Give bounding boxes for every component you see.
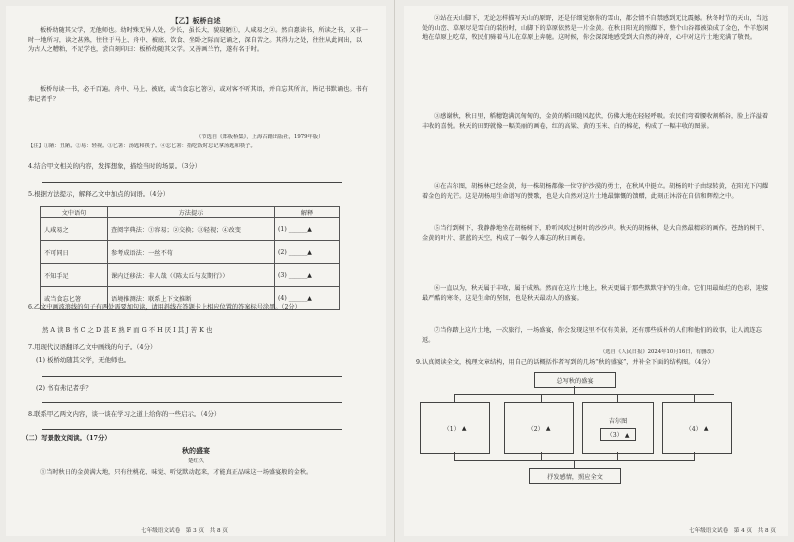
answer-number: (4) [278,294,287,302]
diagram-top-box: 总写秋的盛宴 [534,372,616,388]
essay-author: 楚红久 [188,458,204,464]
row-hint: 课内迁移法：非人哉（《陈太丘与友期行》） [108,264,275,287]
question-6: 6.乙文中画波浪线的句子有两处需要加句读，请用斜线在答题卡上相应位置的答案标号涂黑。（2分） [28,304,301,311]
answer-number: (2) [278,248,287,256]
diagram-box-3-inner [600,428,637,441]
header-phrase: 文中语句 [41,207,108,218]
answer-number: (1) [278,225,287,233]
row-phrase: 不可同日 [41,241,108,264]
page-divider [394,0,395,542]
essay-paragraph-5: ⑤当行到树下，我静静地坐在胡杨树下，聆听风吹过树叶的沙沙声。秋天的胡杨林，是大自然最精彩的画作。苍劲的树干、金黄的叶片、湛蓝的天空，构成了一幅令人难忘的秋日画卷。 [422,225,769,242]
table-header-row [41,207,340,218]
diagram-box-2-label: （2） [527,425,544,433]
row-phrase: 或当食忘匕箸 [41,287,108,310]
annotation-notes: 【注】①陋：丑陋。②易：轻视。③匕箸：汤匙和筷子。④忘匕箸：指吃饭时忘记拿汤匙和筷子。 [28,143,256,149]
diagram-box-1[interactable] [420,402,490,454]
translate-sentence-2: (2) 书有弗记者乎？ [36,384,92,392]
essay-source: （选自《人民日报》2024年10月16日，有删改） [600,349,718,355]
section-2-heading: （二）写景散文阅读。（17分） [22,434,111,442]
diagram-connector [454,394,455,402]
diagram-box-1-label: （1） [443,425,460,433]
question-5: 5.根据方法提示，解释乙文中加点的词语。（4分） [28,190,170,198]
row-hint: 参考成语法：一丝不苟 [108,241,275,264]
table-row [41,264,340,287]
row-hint: 语境推测法：联系上下文推断 [108,287,275,310]
essay-paragraph-1: ①当时秋日的金黄满大地，只有往桃花、味觉、听觉默动起来，才能真正品味这一场盛宴般的金秋。 [40,469,313,476]
essay-paragraph-4: ④在吉尔图，胡杨林已经金黄，每一株胡杨都像一位守护沙漠的勇士，在秋风中挺立。胡杨的叶子由绿转黄，在阳光下闪耀着金色的光芒。这是胡杨用生命谱写的赞歌，也是大自然对这片土地最慷慨的馈赠，此刻正沐浴在自信和辉煌之中。 [422,183,769,200]
diagram-connector [617,452,618,460]
diagram-connector [574,386,575,394]
diagram-connector [454,452,455,460]
essay-title: 秋的盛宴 [182,446,210,455]
table-row [41,218,340,241]
header-answer: 解释 [275,207,340,218]
table-row [41,241,340,264]
answer-line-q8 [42,429,342,430]
header-hint: 方法提示 [108,207,275,218]
page-footer: 七年级语文试卷 第 3 页 共 8 页 [141,528,228,534]
diagram-box-3-title: 吉尔图 [608,417,628,425]
diagram-connector [694,452,695,460]
answer-line-q4 [42,182,342,183]
passage-paragraph-2: 板桥每读一书，必千百遍。舟中、马上、被底，或当食忘匕箸②，或对客不听其语，并自忘其所言，皆记书默诵也。书有弗记者乎？ [28,86,368,103]
answer-cell[interactable]: (2) ______▲ [275,241,340,264]
answer-line-q7-1 [42,376,342,377]
answer-marker-icon: ▲ [624,431,630,439]
diagram-box-4-label: （4） [685,425,702,433]
diagram-connector [541,394,542,402]
left-page [6,6,386,536]
answer-cell[interactable]: (1) ______▲ [275,218,340,241]
question-9: 9.认真阅读全文，梳理文章结构，用自己的话概括作者写到的几场“秋的盛宴”，并补全下面的结构图。（4分） [416,359,714,366]
answer-cell[interactable]: (3) ______▲ [275,264,340,287]
essay-paragraph-3: ③感谢秋，秋日里，稻穗饱满沉甸甸的，金黄的稻田随风起伏，仿佛大地在轻轻呼吸。农民们弯着腰收割稻谷，脸上洋溢着丰收的喜悦。秋天的田野就像一幅美丽的画卷，红的高粱、黄的玉米、白的棉花，构成了一幅丰收的图景。 [422,113,769,130]
answer-number: (3) [278,271,287,279]
essay-paragraph-2: ②站在天山脚下，无论怎样描写天山的原野，还是仔细觉察你的雪山，都会情不自禁感到无比震撼。秋冬时节的天山，当远处的山峦、草原尽是雪白的装扮时，山脚下的草原依然是一片金黄。在秋日阳光的照耀下，整个山谷都被染成了金色，牛羊悠闲地在草原上吃草，牧民们骑着马儿在草原上奔驰。这时候，你会深深地感受到大自然的神奇，心中对这片土地充满了敬畏。 [422,15,769,42]
punctuation-sentence[interactable]: 然 A 读 B 书 C 之 D 甚 E 熟 F 而 G 不 H 厌 I 其 J 苦 K 也 [42,326,213,334]
diagram-box-2[interactable] [504,402,574,454]
passage-paragraph-1: 板桥幼随其父学，无他师也。幼时殊无异人处，少长，虽长大，貌寝陋①，人咸易之②。然自憙读书，所读之书，又非一时一地所习，读之甚熟，往往于马上、舟中、被底、饮食、坐卧之际而记诵之，深自苦之。其得力之处，往往从此间出，以为古人之糟粕，不足学也，尝自刻印曰：板桥幼随其父学。又善画兰竹，遂有名于时。 [28,27,368,54]
diagram-connector [694,394,695,402]
row-phrase: 不知手足 [41,264,108,287]
source-note: （节选自《郑板桥集》，上海古籍出版社，1979年版） [196,134,324,140]
answer-marker-icon: ▲ [545,424,551,432]
answer-marker-icon: ▲ [703,424,709,432]
question-7: 7.用现代汉语翻译乙文中画线的句子。（4分） [28,343,157,351]
question-4: 4.结合甲文相关的内容，发挥想象，描绘当时的场景。（3分） [28,162,202,170]
question-8: 8.联系甲乙两文内容，谈一谈在学习之道上给你的一些启示。（4分） [28,410,221,418]
diagram-connector [617,394,618,402]
essay-paragraph-7: ⑦当你踏上这片土地，一次旅行，一场盛宴，你会发现这里不仅有美景，还有那些质朴的人们和他们的故事，让人流连忘返。 [422,327,762,344]
row-hint: 查阅字典法：①容易；②交换；③轻视；④改变 [108,218,275,241]
diagram-connector [454,394,714,395]
diagram-box-4[interactable] [662,402,732,454]
diagram-bottom-box: 抒发感情，照应全文 [529,468,621,484]
translate-sentence-1: (1) 板桥幼随其父学，无他师也。 [36,356,131,364]
right-page [404,6,788,536]
diagram-connector [541,452,542,460]
answer-line-q7-2 [42,402,342,403]
answer-marker-icon: ▲ [461,424,467,432]
diagram-box-3-label: （3） [606,431,623,439]
page-footer: 七年级语文试卷 第 4 页 共 8 页 [689,528,776,534]
diagram-connector [574,460,575,468]
section-title: 【乙】板桥自述 [171,16,221,25]
word-explanation-table [40,206,340,310]
diagram-box-3[interactable] [582,402,654,454]
answer-cell[interactable]: (4) ______▲ [275,287,340,310]
essay-paragraph-6: ⑥一直以为，秋天属于丰收，属于成熟。然而在这片土地上，秋天更属于那些默默守护的生命。它们用最灿烂的色彩，迎接最严酷的寒冬，这是生命的坚韧，也是秋天最动人的盛宴。 [422,285,769,302]
row-phrase: 人咸易之 [41,218,108,241]
